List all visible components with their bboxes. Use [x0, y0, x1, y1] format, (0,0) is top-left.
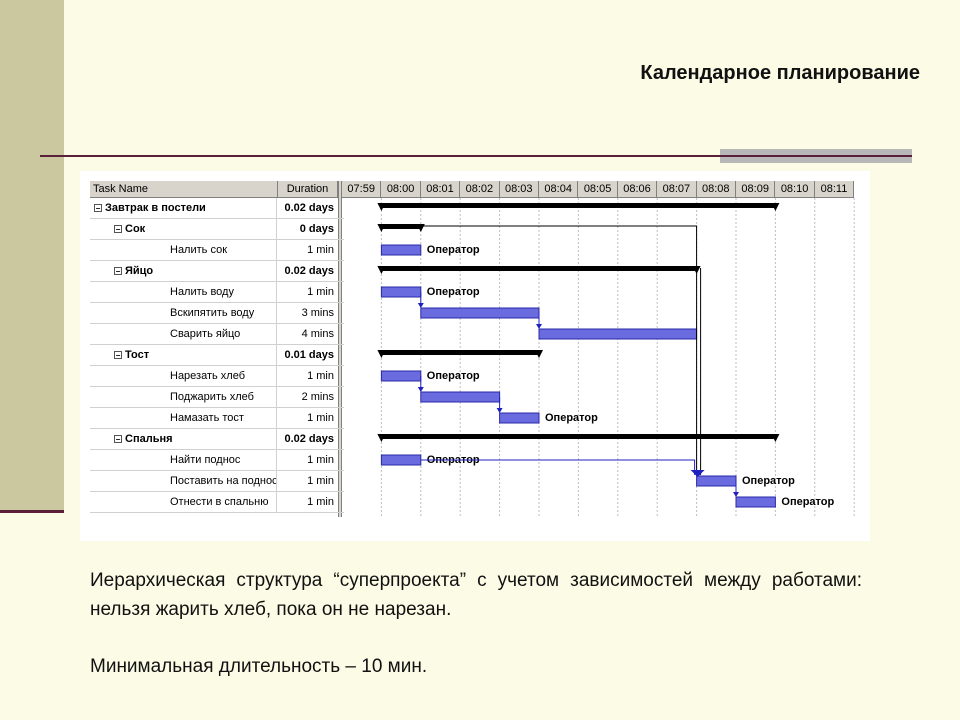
collapse-toggle-icon[interactable]: −: [115, 435, 121, 445]
task-duration-cell: 1 min: [276, 492, 338, 512]
time-column-header: 08:09: [736, 181, 775, 198]
gantt-chart: [90, 181, 855, 517]
task-name-label: Поджарить хлеб: [170, 391, 254, 403]
time-column-header: 08:11: [815, 181, 854, 198]
left-decorative-strip: [0, 0, 64, 510]
task-bar: [381, 245, 420, 255]
task-duration-cell: 1 min: [276, 471, 338, 491]
task-name-label: Нарезать хлеб: [170, 370, 246, 382]
task-name-label: Налить сок: [170, 244, 228, 256]
header-task-name[interactable]: Task Name: [90, 181, 278, 198]
time-column-header: 08:10: [775, 181, 814, 198]
min-duration-note: Минимальная длительность – 10 мин.: [90, 656, 428, 677]
resource-label: Оператор: [742, 475, 795, 487]
task-name-label: Вскипятить воду: [170, 307, 255, 319]
task-name-label: Спальня: [125, 433, 173, 445]
dependency-arrow: [418, 387, 424, 392]
dependency-arrow: [497, 408, 503, 413]
resource-label: Оператор: [426, 244, 480, 256]
time-column-header: 08:08: [697, 181, 736, 198]
time-column-header: 07:59: [342, 181, 381, 198]
task-name-label: Яйцо: [125, 265, 154, 277]
task-bar: [736, 497, 775, 507]
collapse-toggle-icon[interactable]: −: [115, 351, 121, 361]
dependency-arrow: [733, 492, 739, 497]
task-bar: [421, 392, 500, 402]
task-duration-cell: 0.01 days: [276, 345, 338, 365]
task-bar: [500, 413, 539, 423]
task-duration-cell: 1 min: [276, 366, 338, 386]
title-divider: [40, 155, 912, 157]
task-bar: [381, 287, 420, 297]
task-name-label: Намазать тост: [170, 412, 244, 424]
task-bar: [697, 476, 736, 486]
slide-title: Календарное планирование: [640, 62, 920, 84]
time-column-header: 08:01: [421, 181, 460, 198]
time-column-header: 08:02: [460, 181, 499, 198]
resource-label: Оператор: [545, 412, 598, 424]
time-column-header: 08:03: [500, 181, 539, 198]
task-duration-cell: 0 days: [276, 219, 338, 239]
task-name-label: Завтрак в постели: [105, 202, 206, 214]
collapse-toggle-icon[interactable]: −: [95, 204, 101, 214]
summary-bar: [381, 350, 539, 355]
task-name-label: Сок: [125, 223, 146, 235]
task-duration-cell: 0.02 days: [276, 429, 338, 449]
task-duration-cell: 3 mins: [276, 303, 338, 323]
resource-label: Оператор: [426, 454, 480, 466]
task-duration-cell: 2 mins: [276, 387, 338, 407]
collapse-toggle-icon[interactable]: −: [115, 225, 121, 235]
task-duration-cell: 0.02 days: [276, 261, 338, 281]
task-duration-cell: 1 min: [276, 450, 338, 470]
summary-bar: [381, 434, 775, 439]
time-column-header: 08:05: [578, 181, 617, 198]
task-name-label: Налить воду: [170, 286, 234, 298]
description-text: Иерархическая структура “суперпроекта” с учетом зависимостей между работами: нельзя жарить хлеб, пока он не нарезан.: [90, 570, 862, 620]
time-column-header: 08:07: [657, 181, 696, 198]
task-bar: [421, 308, 539, 318]
time-column-header: 08:06: [618, 181, 657, 198]
task-duration-cell: 1 min: [276, 408, 338, 428]
dependency-arrow: [418, 303, 424, 308]
task-duration-cell: 0.02 days: [276, 198, 338, 218]
summary-bar: [381, 203, 775, 208]
task-bar: [539, 329, 697, 339]
task-bar: [381, 455, 420, 465]
task-name-label: Сварить яйцо: [170, 328, 241, 340]
collapse-toggle-icon[interactable]: −: [115, 267, 121, 277]
header-duration[interactable]: Duration: [278, 181, 338, 198]
task-name-label: Тост: [125, 349, 150, 361]
left-strip-underline: [0, 510, 64, 513]
gantt-bars-area: [90, 181, 855, 517]
summary-bar: [381, 224, 420, 229]
task-name-label: Поставить на поднос: [170, 475, 278, 487]
task-name-label: Отнести в спальню: [170, 496, 269, 508]
resource-label: Оператор: [781, 496, 835, 508]
task-duration-cell: 1 min: [276, 282, 338, 302]
time-column-header: 08:00: [381, 181, 420, 198]
resource-label: Оператор: [426, 286, 480, 298]
task-duration-cell: 4 mins: [276, 324, 338, 344]
time-column-header: 08:04: [539, 181, 578, 198]
resource-label: Оператор: [426, 370, 480, 382]
task-bar: [381, 371, 420, 381]
summary-bar: [381, 266, 696, 271]
task-name-label: Найти поднос: [170, 454, 241, 466]
task-duration-cell: 1 min: [276, 240, 338, 260]
dependency-arrow: [536, 324, 542, 329]
